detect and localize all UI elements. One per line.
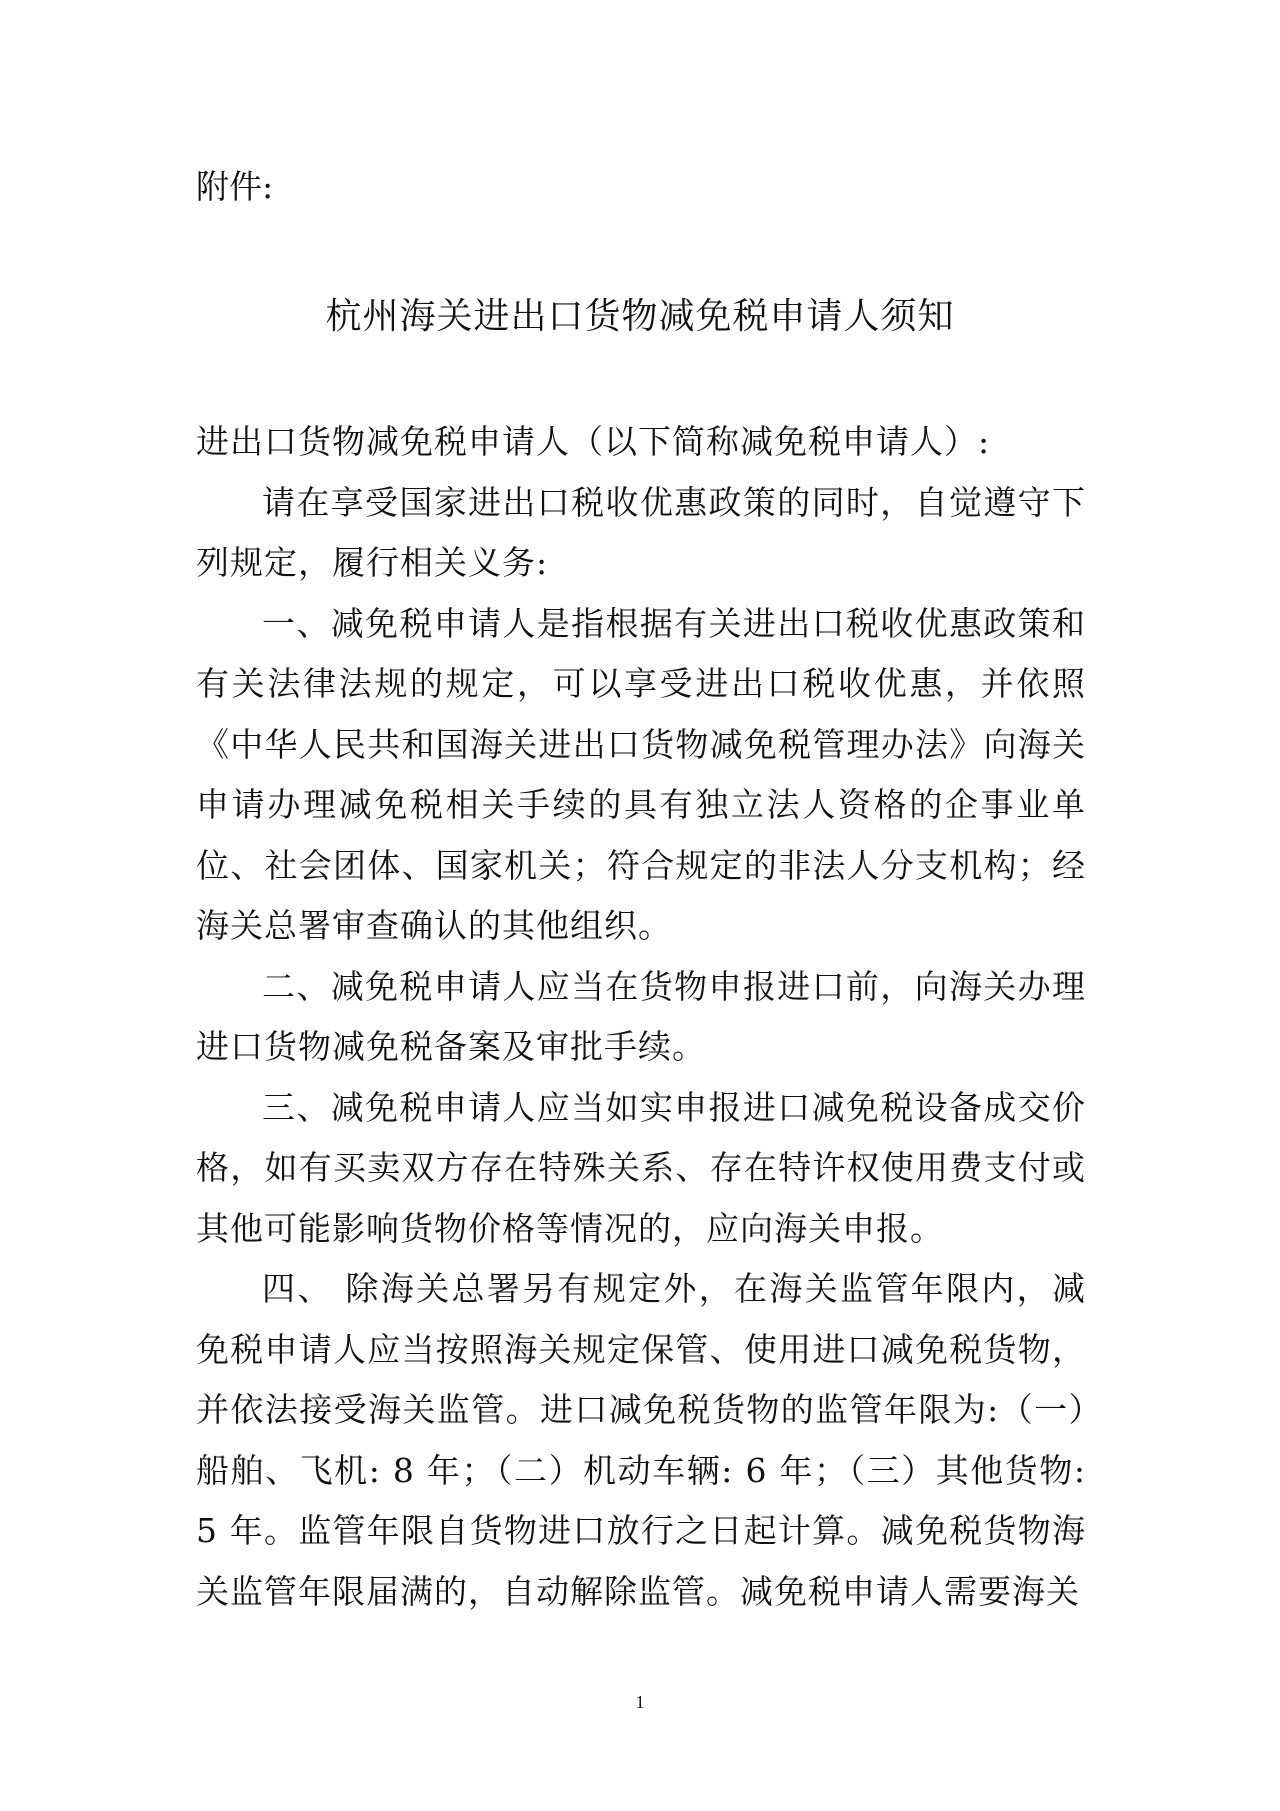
document-body <box>196 412 1086 1622</box>
salutation: 进出口货物减免税申请人（以下简称减免税申请人）: <box>196 422 991 461</box>
attachment-label: 附件: <box>196 167 274 206</box>
paragraph-item-1: 一、减免税申请人是指根据有关进出口税收优惠政策和有关法律法规的规定，可以享受进出口税收优惠，并依照《中华人民共和国海关进出口货物减免税管理办法》向海关申请办理减免税相关手续的具有独立法人资格的企事业单位、社会团体、国家机关；符合规定的非法人分支机构；经海关总署审查确认的其他组织。 <box>196 603 1086 945</box>
paragraph-item-4: 四、 除海关总署另有规定外，在海关监管年限内，减免税申请人应当按照海关规定保管、使用进口减免税货物，并依法接受海关监管。进口减免税货物的监管年限为:（一）船舶、飞机: 8 年；（二）机动车辆: 6 年；（三）其他货物: 5 年。监管年限自货物进口放行之日起计算。减免税货物海关监管年限届满的，自动解除监管。减免税申请人需要海关 <box>196 1269 1086 1611</box>
paragraph-intro: 请在享受国家进出口税收优惠政策的同时，自觉遵守下列规定，履行相关义务: <box>196 482 1086 582</box>
paragraph-item-2: 二、减免税申请人应当在货物申报进口前，向海关办理进口货物减免税备案及审批手续。 <box>196 966 1086 1066</box>
paragraph-item-3: 三、减免税申请人应当如实申报进口减免税设备成交价格，如有买卖双方存在特殊关系、存在特许权使用费支付或其他可能影响货物价格等情况的，应向海关申报。 <box>196 1087 1086 1248</box>
document-title: 杭州海关进出口货物减免税申请人须知 <box>325 296 955 337</box>
page-number: 1 <box>635 1692 645 1712</box>
